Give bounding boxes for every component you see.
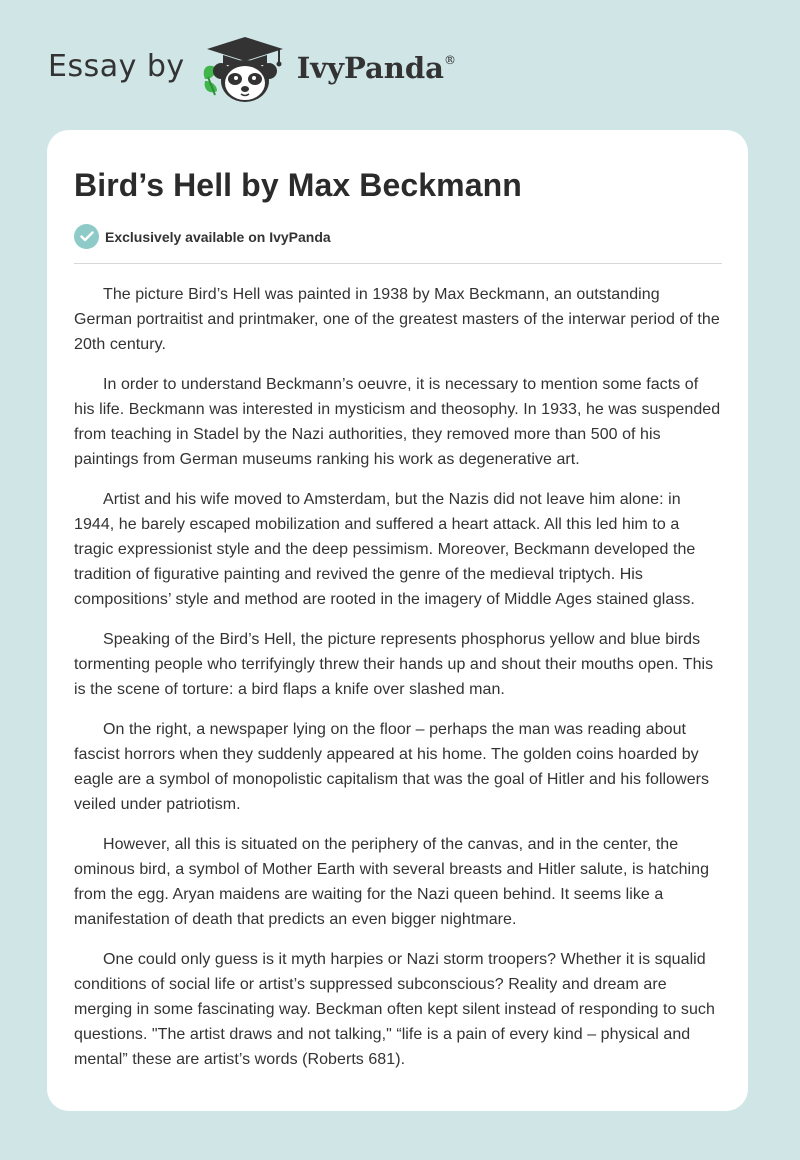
essay-card bbox=[47, 130, 748, 1111]
site-header bbox=[48, 34, 456, 104]
exclusive-badge bbox=[74, 224, 722, 249]
paragraph: However, all this is situated on the periphery of the canvas, and in the center, the ominous bird, a symbol of Mother Earth with several breasts and Hitler salute, is hatching from the egg. Aryan maidens are waiting for the Nazi queen behind. It seems like a manifestation of death that predicts an even bigger nightmare. bbox=[74, 836, 710, 928]
paragraph: The picture Bird’s Hell was painted in 1938 by Max Beckmann, an outstanding German portraitist and printmaker, one of the greatest masters of the interwar period of the 20th century. bbox=[74, 286, 720, 353]
check-icon bbox=[74, 224, 99, 249]
exclusive-badge-label: Exclusively available on IvyPanda bbox=[105, 228, 331, 245]
page-title: Bird’s Hell by Max Beckmann bbox=[74, 167, 522, 203]
paragraph: In order to understand Beckmann’s oeuvre, it is necessary to mention some facts of his life. Beckmann was interested in mysticism and theosophy. In 1933, he was suspended from teaching in Stadel by the Nazi authorities, they removed more than 500 of his paintings from German museums ranking his work as degenerative art. bbox=[74, 376, 721, 468]
paragraph: One could only guess is it myth harpies or Nazi storm troopers? Whether it is squalid conditions of social life or artist’s suppressed subconscious? Reality and dream are merging in some fascinating way. Beckman often kept silent instead of responding to such questions. "The artist draws and not talking," “life is a pain of every kind – physical and mental” these are artist’s words (Roberts 681). bbox=[74, 951, 715, 1068]
paragraph: Speaking of the Bird’s Hell, the picture represents phosphorus yellow and blue birds tormenting people who terrifyingly threw their hands up and shout their mouths open. This is the scene of torture: a bird flaps a knife over slashed man. bbox=[74, 631, 714, 698]
essay-by-label: Essay by bbox=[48, 48, 185, 84]
registered-mark: ® bbox=[443, 53, 456, 67]
divider bbox=[74, 263, 722, 264]
paragraph: On the right, a newspaper lying on the floor – perhaps the man was reading about fascist horrors when they suddenly appeared at his home. The golden coins hoarded by eagle are a symbol of monopolistic capitalism that was the goal of Hitler and his followers veiled under patriotism. bbox=[74, 721, 710, 813]
paragraph: Artist and his wife moved to Amsterdam, but the Nazis did not leave him alone: in 1944, he barely escaped mobilization and suffered a heart attack. All this led him to a tragic expressionist style and the deep pessimism. Moreover, Beckmann developed the tradition of figurative painting and revived the genre of the medieval triptych. His compositions’ style and method are rooted in the imagery of Middle Ages stained glass. bbox=[74, 491, 696, 608]
panda-graduate-icon[interactable] bbox=[199, 33, 291, 105]
brand-text: IvyPanda bbox=[296, 51, 444, 85]
brand-name[interactable] bbox=[297, 51, 456, 85]
essay-body bbox=[74, 282, 722, 1072]
